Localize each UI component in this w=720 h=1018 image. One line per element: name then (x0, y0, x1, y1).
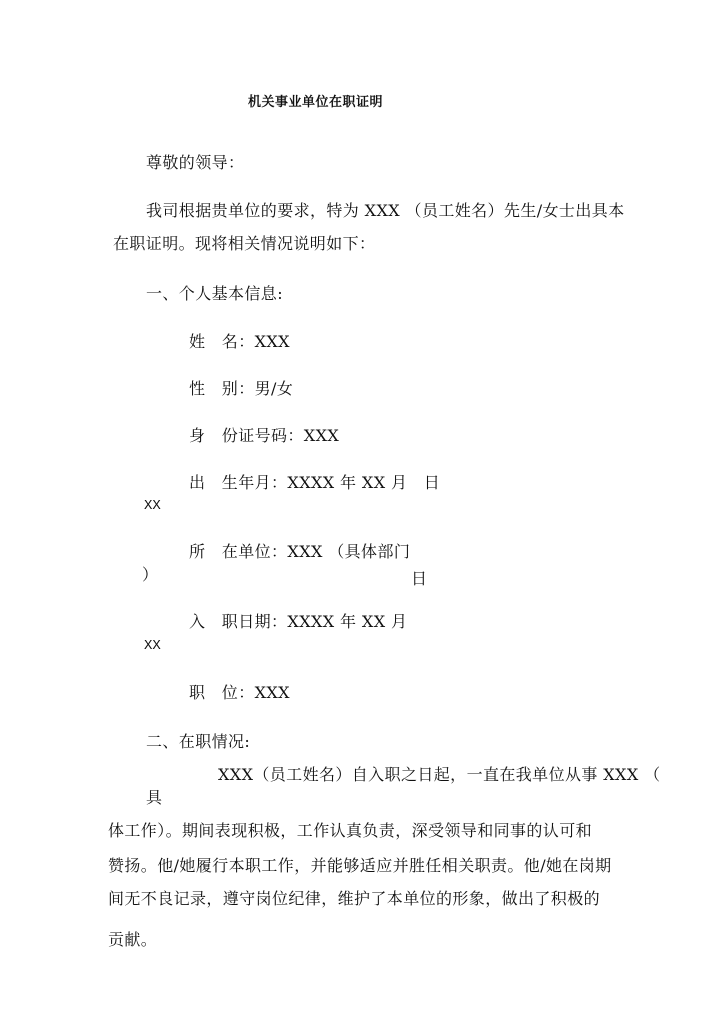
field-unit-stray-char: 日 (411, 569, 428, 588)
paragraph-line-5: 间无不良记录，遵守岗位纪律，维护了本单位的形象，做出了积极的 (108, 889, 601, 908)
paragraph-line-1: XXX（员工姓名）自入职之日起，一直在我单位从事 XXX （ (218, 765, 661, 784)
field-unit-line-2: ） (142, 565, 159, 584)
field-name: 姓 名：XXX (189, 332, 290, 351)
field-birth-line-2: XX (144, 498, 161, 514)
section-2-heading: 二、在职情况: (146, 732, 251, 751)
document-title: 机关事业单位在职证明 (248, 95, 384, 110)
paragraph-line-3: 体工作）。期间表现积极，工作认真负责，深受领导和同事的认可和 (108, 821, 593, 840)
field-position: 职 位：XXX (189, 683, 290, 702)
field-entry-line-1: 入 职日期：XXXX 年 XX 月 (189, 612, 408, 631)
paragraph-line-4: 赞扬。他/她履行本职工作，并能够适应并胜任相关职责。他/她在岗期 (108, 856, 612, 875)
paragraph-line-6: 贡献。 (108, 930, 158, 949)
field-birth-line-1: 出 生年月：XXXX 年 XX 月 日 (189, 473, 441, 492)
field-gender: 性 别：男/女 (189, 379, 294, 398)
paragraph-line-2: 具 (146, 788, 163, 807)
field-unit-line-1: 所 在单位：XXX （具体部门 (189, 542, 411, 561)
field-id-number: 身 份证号码：XXX (189, 426, 340, 445)
intro-line-2: 在职证明。现将相关情况说明如下： (113, 234, 376, 253)
intro-line-1: 我司根据贵单位的要求，特为 XXX （员工姓名）先生/女士出具本 (146, 201, 625, 220)
field-entry-line-2: XX (144, 638, 161, 654)
salutation: 尊敬的领导： (146, 153, 245, 172)
section-1-heading: 一、个人基本信息: (146, 284, 283, 303)
